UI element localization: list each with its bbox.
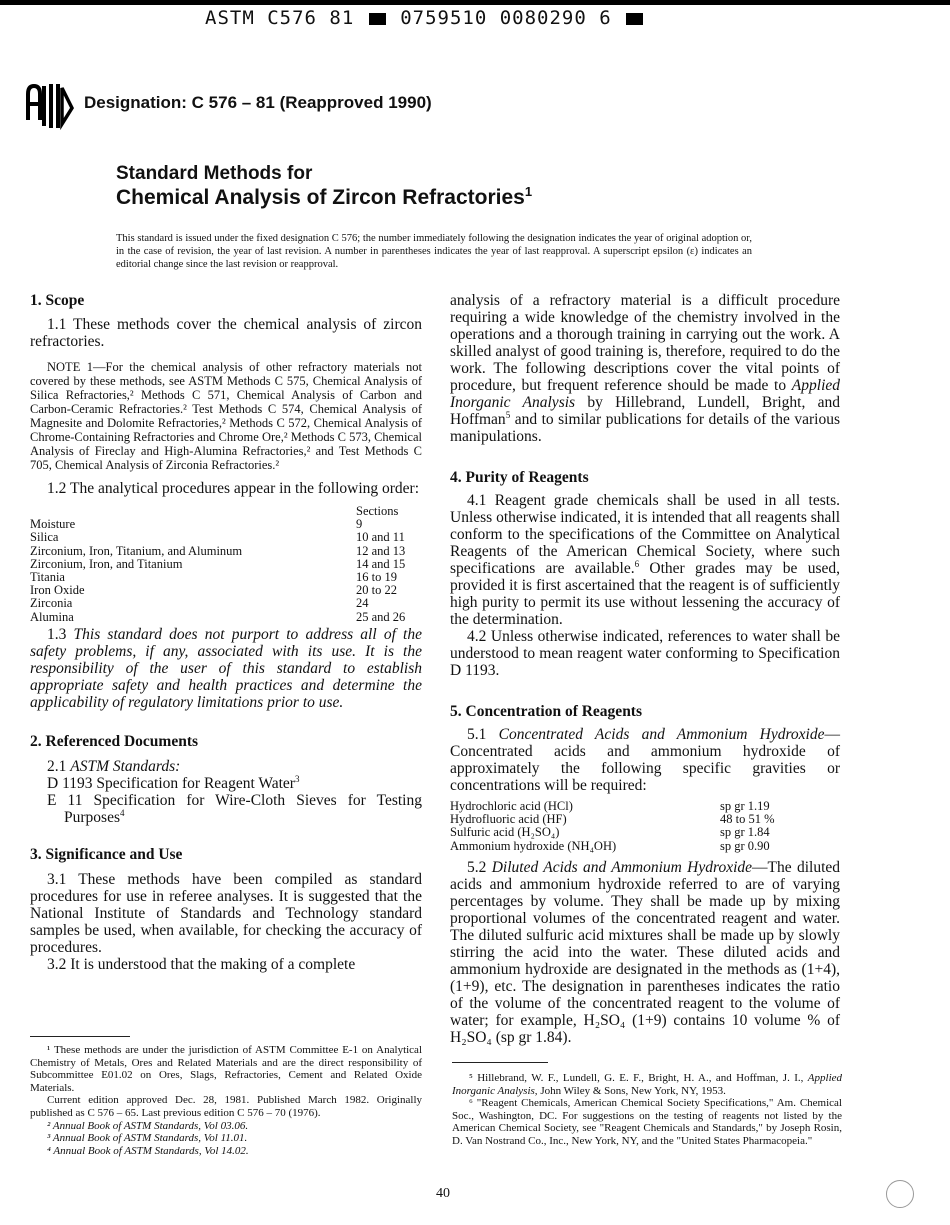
sections-table <box>30 505 412 624</box>
table-row: Alumina 25 and 26 <box>30 609 406 624</box>
footnote-rule-left <box>30 1036 130 1037</box>
footnotes-left <box>30 1044 422 1157</box>
note-1: NOTE 1—For the chemical analysis of other refractory materials not covered by these methods, see ASTM Methods C 575, Chemical Analysis of Silica Refractories,² Methods C 571, Chemical Analysis of Carbon and Carbon-Ceramic Refractories.² Test Methods C 574, Chemical Analysis of Magnesite and Dolomite Refractories,² Methods C 572, Chemical Analysis of Chrome-Containing Refractories and Chrome Ore,² Methods C 573, Chemical Analysis of Fireclay and High-Alumina Refractories,² and Test Methods C 705, Chemical Analysis of Zirconia Refractories.² <box>30 360 422 472</box>
para-4-2: 4.2 Unless otherwise indicated, references to water shall be understood to mean reagent water conforming to Specification D 1193. <box>450 628 840 679</box>
sections-header: Sections <box>356 504 399 518</box>
footnote-1: ¹ These methods are under the jurisdiction of ASTM Committee E-1 on Analytical Chemistry of Metals, Ores and Related Materials and are the direct responsibility of Subcommittee E01.02 on Ores, Slags, Refractories, Cement and Related Oxide Materials. <box>30 1044 422 1094</box>
left-column <box>30 292 422 973</box>
para-3-1: 3.1 These methods have been compiled as standard procedures for use in referee analyses. It is suggested that the National Institute of Standards and Technology standard samples be used, when available, for checking the accuracy of procedures. <box>30 870 422 956</box>
para-3-2-continued: analysis of a refractory material is a difficult procedure requiring a wide knowledge of the chemistry involved in the operations and a thorough training in carrying out the work. A skilled analyst of good training is, therefore, required to do the work. The following descriptions cover the vital points of procedure, but frequent reference should be made to Applied Inorganic Analysis by Hillebrand, Lundell, Bright, and Hoffman$^5$ and to similar publications for details of the various manipulations. <box>450 292 841 445</box>
para-4-1: 4.1 Reagent grade chemicals shall be used in all tests. Unless otherwise indicated, it is intended that all reagents shall conform to the specifications of the Committee on Analytical Reagents of the American Chemical Society, where such specifications are available.$^6$ Other grades may be used, provided it is first ascertained that the reagent is of sufficiently high purity to permit its use without lessening the accuracy of the determination. <box>450 492 840 628</box>
ref-d1193: D 1193 Specification for Reagent Water$^3$ <box>47 773 300 792</box>
concentration-heading: 5. Concentration of Reagents <box>450 703 643 720</box>
referenced-documents-heading: 2. Referenced Documents <box>30 732 199 750</box>
page-title-line1: Standard Methods for <box>116 163 313 184</box>
right-column <box>450 292 840 1046</box>
para-2-1: 2.1 ASTM Standards: <box>47 757 181 775</box>
table-row: Iron Oxide 20 to 22 <box>30 583 397 598</box>
page-title-line2: Chemical Analysis of Zircon Refractories$^1$ <box>116 184 533 209</box>
para-5-2: 5.2 Diluted Acids and Ammonium Hydroxide—The diluted acids and ammonium hydroxide referred to are of varying percentages by volume. They shall be made up by mixing proportional volumes of the concentrated reagent and water. The diluted sulfuric acid mixtures shall be made up by slowly stirring the acid into the water. These diluted acids and ammonium hydroxide are designated in the methods as (1+4), (1+9), etc. The designation in parentheses indicates the ratio of the volume of the concentrated reagent to the volume of water; for example, H₂SO₄ (1+9) contains 10 volume % of H₂SO₄ (sp gr 1.84). <box>450 858 841 1046</box>
para-1-3: 1.3 This standard does not purport to address all of the safety problems, if any, associated with its use. It is the responsibility of the user of this standard to establish appropriate safety and health practices and determine the applicability of regulatory limitations prior to use. <box>30 625 422 711</box>
header-stamp: ASTM C576 81 0759510 0080290 6 <box>205 7 620 29</box>
table-row: Ammonium hydroxide (NH₄OH) sp gr 0.90 <box>450 838 770 853</box>
footnote-5: ⁵ Hillebrand, W. F., Lundell, G. E. F., Bright, H. A., and Hoffman, J. I., Applied Inorganic Analysis, John Wiley & Sons, New York, NY, 1953. <box>452 1072 843 1097</box>
footnote-4: ⁴ Annual Book of ASTM Standards, Vol 14.02. <box>47 1144 249 1157</box>
intro-paragraph: This standard is issued under the fixed designation C 576; the number immediately following the designation indicates the year of original adoption or, in the case of revision, the year of last revision. A number in parentheses indicates the year of last reapproval. A superscript epsilon (ε) indicates an editorial change since the last revision or reapproval. <box>116 233 752 270</box>
ref-e11: E 11 Specification for Wire-Cloth Sieves for Testing Purposes$^4$ <box>47 791 422 826</box>
footnote-6: ⁶ "Reagent Chemicals, American Chemical Society Specifications," Am. Chemical Soc., Washington, DC. For suggestions on the testing of reagents not listed by the American Chemical Society, see "Reagent Chemicals and Standards," by Joseph Rosin, D. Van Nostrand Co., Inc., New York, NY, and the "United States Pharmacopeia." <box>452 1097 842 1147</box>
acids-table <box>450 800 780 853</box>
footnote-2: ² Annual Book of ASTM Standards, Vol 03.06. <box>47 1119 249 1132</box>
purity-heading: 4. Purity of Reagents <box>450 469 589 486</box>
table-row: Moisture 9 <box>30 517 363 532</box>
table-row: Hydrochloric acid (HCl) sp gr 1.19 <box>450 799 770 813</box>
para-1-1: 1.1 These methods cover the chemical analysis of zircon refractories. <box>30 316 422 350</box>
table-row: Hydrofluoric acid (HF) 48 to 51 % <box>450 812 775 827</box>
table-row: Zirconium, Iron, Titanium, and Aluminum 12 and 13 <box>30 543 406 558</box>
significance-heading: 3. Significance and Use <box>30 845 183 863</box>
scan-mark-icon <box>886 1180 914 1208</box>
top-border <box>0 0 950 5</box>
footnote-1b: Current edition approved Dec. 28, 1981. Published March 1982. Originally published as C 576 – 65. Last previous edition C 576 – 70 (1976). <box>30 1094 422 1119</box>
designation: Designation: C 576 – 81 (Reapproved 1990) <box>84 93 432 112</box>
table-row: Silica 10 and 11 <box>30 530 405 545</box>
para-3-2: 3.2 It is understood that the making of a complete <box>47 955 356 973</box>
footnote-3: ³ Annual Book of ASTM Standards, Vol 11.01. <box>47 1132 248 1145</box>
para-1-2: 1.2 The analytical procedures appear in the following order: <box>47 480 420 497</box>
page-number: 40 <box>436 1186 450 1201</box>
table-row: Sulfuric acid (H₂SO₄) sp gr 1.84 <box>450 825 770 840</box>
para-5-1: 5.1 Concentrated Acids and Ammonium Hydroxide—Concentrated acids and ammonium hydroxide of approximately the following specific gravities or concentrations will be required: <box>450 726 840 794</box>
footnotes-right <box>452 1072 842 1148</box>
astm-logo-icon <box>26 80 74 132</box>
scope-heading: 1. Scope <box>30 292 85 309</box>
table-row: Zirconia 24 <box>30 596 369 611</box>
table-row: Zirconium, Iron, and Titanium 14 and 15 <box>30 556 406 571</box>
footnote-rule-right <box>452 1062 548 1063</box>
table-row: Titania 16 to 19 <box>30 570 397 585</box>
